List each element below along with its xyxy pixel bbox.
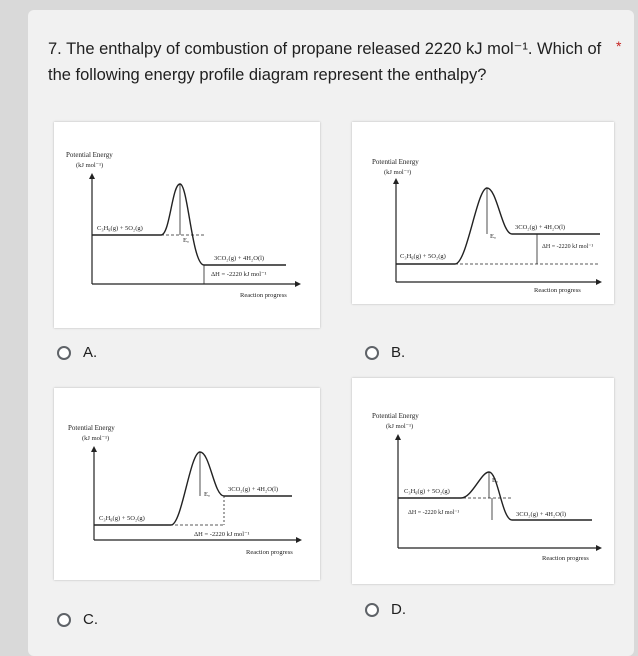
axis-label: Potential Energy [372,412,419,420]
diagram-c [54,388,320,580]
energy-profile-b [352,122,614,304]
delta-h-label: ΔH = -2220 kJ mol⁻¹ [211,271,267,278]
ea-label: Eₐ [183,237,189,244]
required-asterisk: * [616,38,622,54]
delta-h-label: ΔH = -2220 kJ mol⁻¹ [542,244,594,250]
products-label: 3CO₂(g) + 4H₂O(l) [516,511,567,518]
option-b[interactable] [365,344,405,361]
reactants-label: C₃H₈(g) + 5O₂(g) [400,253,446,260]
reactants-label: C₃H₈(g) + 5O₂(g) [404,488,450,495]
radio-circle-icon[interactable] [365,603,379,617]
option-label: C. [83,611,98,628]
option-label: A. [83,344,98,361]
diagram-d [352,378,614,584]
energy-profile-c [54,388,320,580]
products-label: 3CO₂(g) + 4H₂O(l) [228,486,279,493]
question-number: 7. [48,40,62,58]
delta-h-label: ΔH = -2220 kJ mol⁻¹ [408,510,460,516]
products-label: 3CO₂(g) + 4H₂O(l) [214,255,265,262]
products-label: 3CO₂(g) + 4H₂O(l) [515,224,566,231]
axis-units: (kJ mol⁻¹) [386,423,414,430]
option-d[interactable] [365,601,406,618]
reactants-label: C₃H₈(g) + 5O₂(g) [99,515,145,522]
ea-label: Eₐ [204,491,210,498]
radio-circle-icon[interactable] [365,346,379,360]
x-axis-label: Reaction progress [542,555,589,562]
question-text [48,36,608,88]
axis-label: Potential Energy [372,158,419,166]
axis-units: (kJ mol⁻¹) [76,162,104,169]
diagram-b [352,122,614,304]
option-label: D. [391,601,406,618]
energy-profile-a [54,122,320,328]
radio-circle-icon[interactable] [57,613,71,627]
option-a[interactable] [57,344,97,361]
diagram-a [54,122,320,328]
axis-label: Potential Energy [66,151,113,159]
option-label: B. [391,344,406,361]
axis-label: Potential Energy [68,424,115,432]
x-axis-label: Reaction progress [246,549,293,556]
x-axis-label: Reaction progress [534,287,581,294]
axis-units: (kJ mol⁻¹) [82,435,110,442]
ea-label: Eₐ [492,477,498,484]
question-body: The enthalpy of combustion of propane released 2220 kJ mol⁻¹. Which of the following energy profile diagram represent the enthalpy? [48,40,602,84]
reactants-label: C₃H₈(g) + 5O₂(g) [97,225,143,232]
axis-units: (kJ mol⁻¹) [384,169,412,176]
radio-circle-icon[interactable] [57,346,71,360]
delta-h-label: ΔH = -2220 kJ mol⁻¹ [194,531,250,538]
energy-profile-d [352,378,614,584]
option-c[interactable] [57,611,98,628]
ea-label: Eₐ [490,233,496,240]
x-axis-label: Reaction progress [240,292,287,299]
